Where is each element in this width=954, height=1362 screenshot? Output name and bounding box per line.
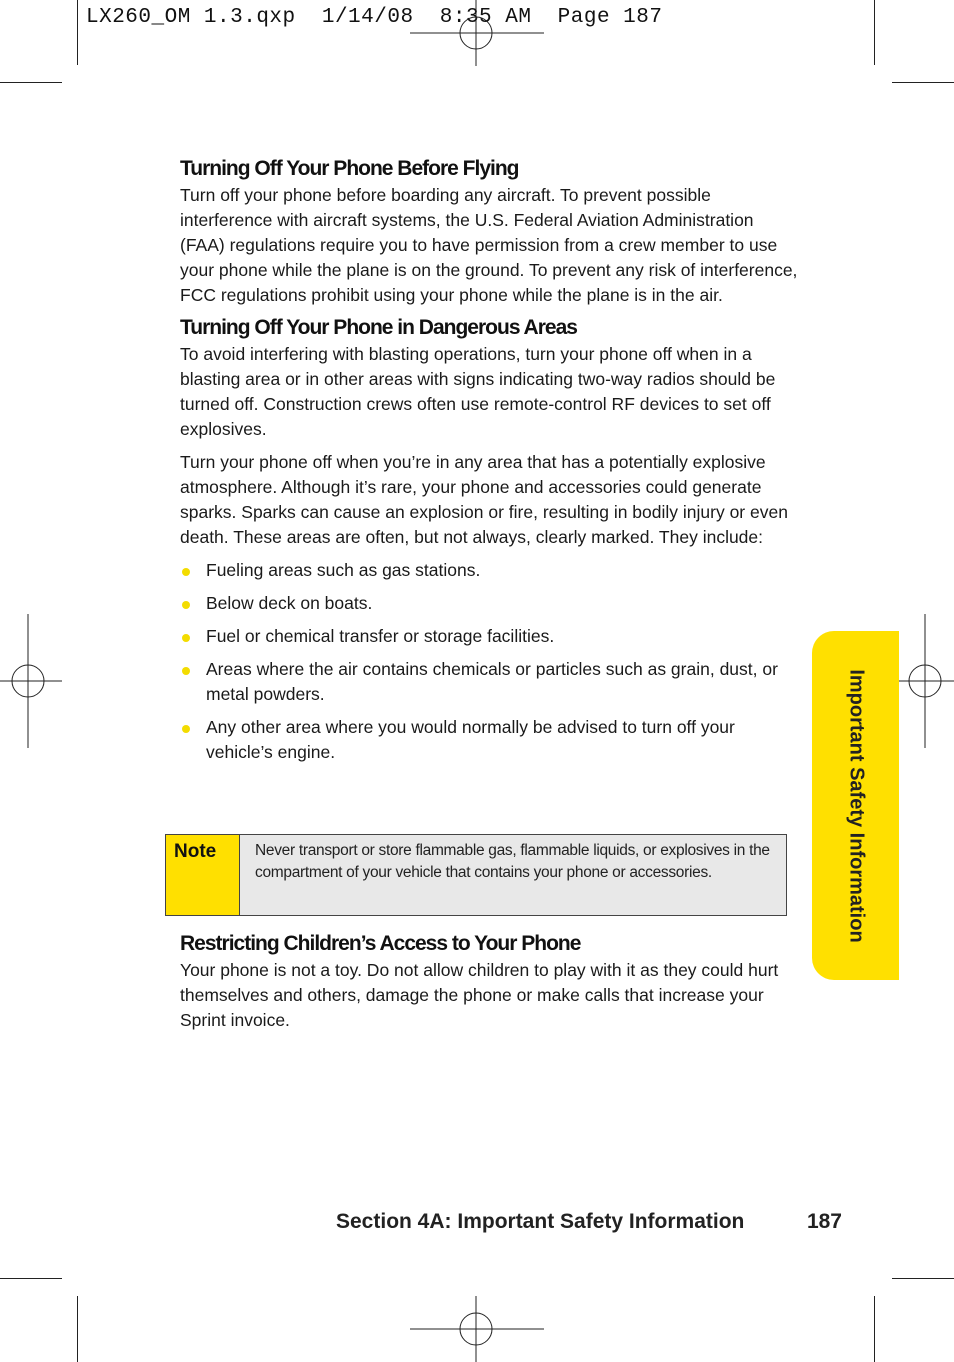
bullet-icon: [182, 568, 190, 576]
hazard-list: [180, 558, 798, 765]
dangerous-areas-paragraph-1: To avoid interfering with blasting operations, turn your phone off when in a blasting area or in other areas with signs indicating two-way radios should be turned off. Construction crews often use remote-control RF devices to set off explosives.: [180, 344, 776, 439]
printer-slug: LX260_OM 1.3.qxp 1/14/08 8:35 AM Page 187: [86, 6, 663, 29]
list-item: Fueling areas such as gas stations.: [180, 558, 798, 583]
list-item: Any other area where you would normally be advised to turn off your vehicle’s engine.: [180, 715, 798, 765]
crop-mark: [892, 82, 954, 83]
registration-mark-top: [410, 0, 544, 66]
bullet-icon: [182, 667, 190, 675]
crop-mark: [0, 82, 62, 83]
note-box: [165, 834, 787, 916]
list-item: Below deck on boats.: [180, 591, 798, 616]
side-tab: [812, 631, 899, 980]
section-heading-flying: Turning Off Your Phone Before Flying: [180, 157, 519, 180]
crop-mark: [77, 1296, 78, 1362]
crop-mark: [0, 1278, 62, 1279]
footer-section-title: Section 4A: Important Safety Information: [336, 1210, 745, 1233]
crop-mark: [874, 1296, 875, 1362]
bullet-icon: [182, 601, 190, 609]
page-number: 187: [806, 1210, 842, 1233]
registration-mark-left: [0, 614, 62, 748]
crop-mark: [892, 1278, 954, 1279]
flying-paragraph: Turn off your phone before boarding any aircraft. To prevent possible interference with aircraft systems, the U.S. Federal Aviation Administration (FAA) regulations require you to have permission from a crew member to use your phone while the plane is on the ground. To prevent any risk of interference, FCC regulations prohibit using your phone while the plane is in the air.: [180, 185, 798, 305]
main-content: [180, 155, 798, 773]
children-paragraph: Your phone is not a toy. Do not allow children to play with it as they could hurt themselves and others, damage the phone or make calls that increase your Sprint invoice.: [180, 960, 779, 1030]
children-section: [180, 930, 798, 1033]
registration-mark-bottom: [410, 1296, 544, 1362]
crop-mark: [874, 0, 875, 65]
registration-mark-right: [892, 614, 954, 748]
section-heading-dangerous-areas: Turning Off Your Phone in Dangerous Areas: [180, 316, 577, 339]
note-label: Note: [166, 835, 240, 915]
bullet-icon: [182, 634, 190, 642]
list-item: Fuel or chemical transfer or storage facilities.: [180, 624, 798, 649]
note-text: Never transport or store flammable gas, flammable liquids, or explosives in the compartment of your vehicle that contains your phone or accessories.: [240, 835, 786, 915]
crop-mark: [77, 0, 78, 65]
section-heading-children: Restricting Children’s Access to Your Phone: [180, 932, 581, 955]
list-item: Areas where the air contains chemicals or particles such as grain, dust, or metal powders.: [180, 657, 798, 707]
bullet-icon: [182, 725, 190, 733]
side-tab-label: Important Safety Information: [845, 668, 867, 943]
dangerous-areas-paragraph-2: Turn your phone off when you’re in any area that has a potentially explosive atmosphere. Although it’s rare, your phone and accessories could generate sparks. Sparks can cause an explosion or fire, resulting in bodily injury or even death. These areas are often, but not always, clearly marked. They include:: [180, 452, 788, 547]
